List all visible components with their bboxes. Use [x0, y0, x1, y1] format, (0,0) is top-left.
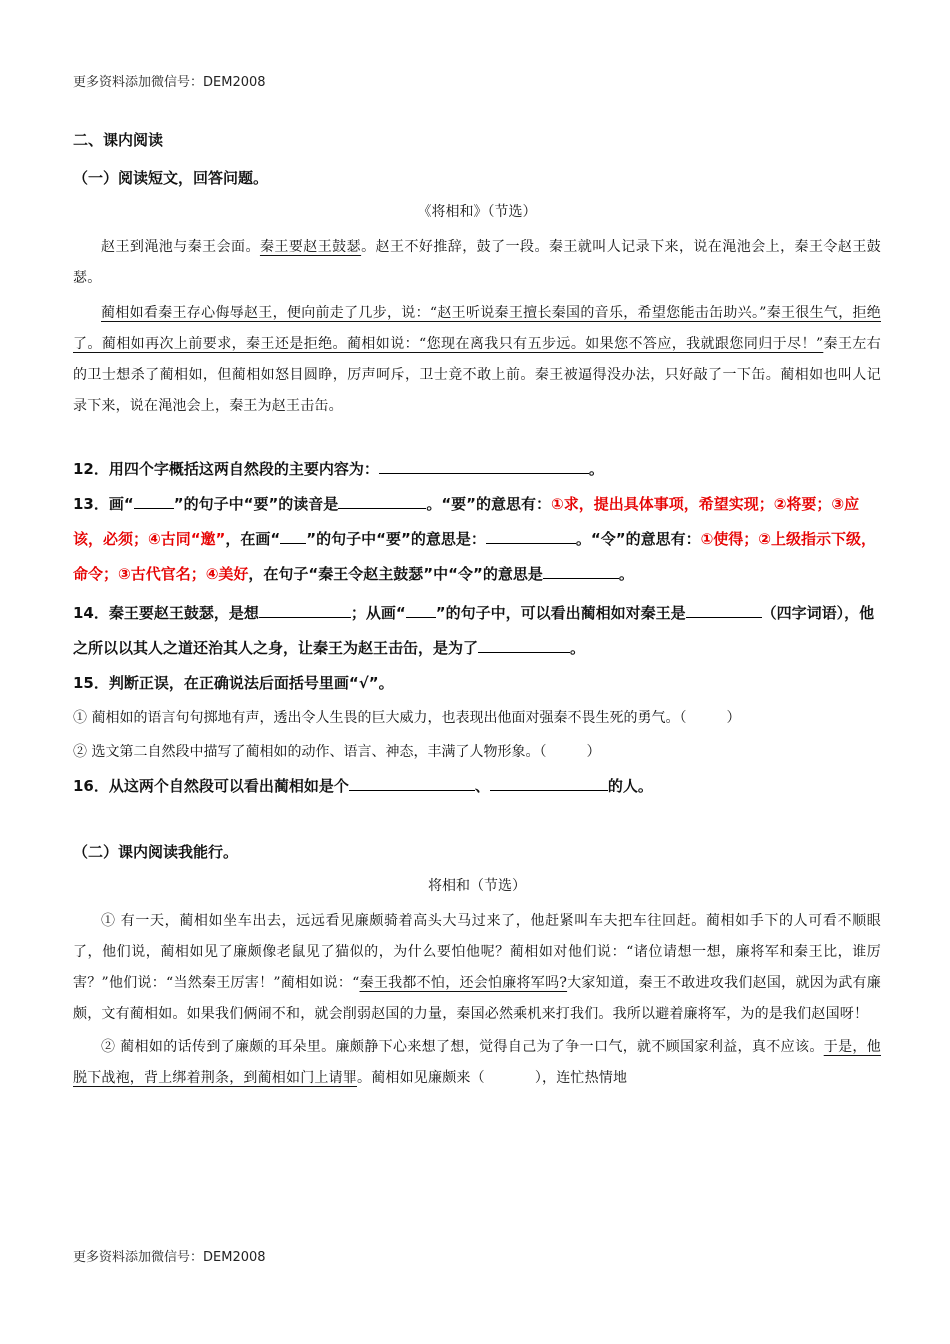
answer-blank[interactable]: [338, 494, 426, 509]
meanings-of-yao: ①求，提出具体事项，希望实现；②将要；③应该，必须；④古同“邀”: [73, 495, 860, 548]
section-heading: 二、课内阅读: [73, 131, 164, 149]
underlined-sentence-3: 秦王我都不怕，还会怕廉将军吗?: [359, 975, 568, 991]
underlined-sentence-4: 于是，他脱下战袍，背上绑着荆条，到蔺相如门上请罪: [73, 1039, 881, 1086]
passage2-title: 将相和（节选）: [428, 878, 526, 894]
answer-blank[interactable]: [686, 603, 762, 618]
part1-heading: （一）阅读短文，回答问题。: [73, 169, 269, 187]
passage1-paragraph-2: 蔺相如看秦王存心侮辱赵王，便向前走了几步，说：“赵王听说秦王擅长秦国的音乐，希望您能击缶助兴。”秦王很生气，拒绝了。蔺相如再次上前要求，秦王还是拒绝。蔺相如说：“您现在离我只有五步远。如果您不答应，我就跟您同归于尽！”秦王左右的卫士想杀了蔺相如，但蔺相如怒目圆睁，厉声呵斥，卫士竟不敢上前。秦王被逼得没办法，只好敲了一下缶。蔺相如也叫人记录下来，说在渑池会上，秦王为赵王击缶。: [73, 305, 881, 414]
passage2-paragraph-2: ② 蔺相如的话传到了廉颇的耳朵里。廉颇静下心来想了想，觉得自己为了争一口气，就不顾国家利益，真不应该。于是，他脱下战袍，背上绑着荆条，到蔺相如门上请罪。蔺相如见廉颇来（ ），连忙热情地: [73, 1039, 881, 1086]
page-footer: 更多资料添加微信号：DEM2008: [73, 1250, 266, 1265]
answer-blank[interactable]: [379, 459, 589, 474]
question-12: 12．用四个字概括这两自然段的主要内容为： 。: [73, 460, 604, 478]
question-14: 14．秦王要赵王鼓瑟，是想 ；从画“ ”的句子中，可以看出蔺相如对秦王是 （四字词语），他之所以以其人之道还治其人之身，让秦王为赵王击缶，是为了 。: [73, 604, 875, 657]
underlined-sentence-1: 秦王要赵王鼓瑟: [259, 239, 362, 255]
passage1-paragraph-1: 赵王到渑池与秦王会面。秦王要赵王鼓瑟。赵王不好推辞，鼓了一段。秦王就叫人记录下来，说在渑池会上，秦王令赵王鼓瑟。: [73, 239, 882, 286]
answer-blank[interactable]: [478, 638, 570, 653]
underlined-sentence-2: 蔺相如看秦王存心侮辱赵王，便向前走了几步，说：“赵王听说秦王擅长秦国的音乐，希望您能击缶助兴。”秦王很生气，拒绝了。蔺相如再次上前要求，秦王还是拒绝。蔺相如说：“您现在离我只有五步远。如果您不答应，我就跟您同归于尽！”: [73, 305, 881, 352]
answer-blank[interactable]: [349, 776, 475, 791]
meanings-of-ling: ①使得；②上级指示下级，命令；③古代官名；④美好: [73, 530, 876, 583]
page-header: 更多资料添加微信号：DEM2008: [73, 75, 266, 90]
passage1-title: 《将相和》（节选）: [417, 204, 537, 220]
answer-blank[interactable]: [259, 603, 351, 618]
question-15-option-1: ① 蔺相如的语言句句掷地有声，透出令人生畏的巨大威力，也表现出他面对强秦不畏生死的勇气。（ ）: [73, 710, 741, 726]
question-15-option-2: ② 选文第二自然段中描写了蔺相如的动作、语言、神态，丰满了人物形象。（ ）: [73, 744, 601, 760]
answer-blank[interactable]: [543, 564, 619, 579]
answer-blank[interactable]: [490, 776, 608, 791]
passage2-paragraph-1: ① 有一天，蔺相如坐车出去，远远看见廉颇骑着高头大马过来了，他赶紧叫车夫把车往回赶。蔺相如手下的人可看不顺眼了，他们说，蔺相如见了廉颇像老鼠见了猫似的，为什么要怕他呢？蔺相如对他们说：“诸位请想一想，廉将军和秦王比，谁厉害？”他们说：“当然秦王厉害！”蔺相如说：“秦王我都不怕，还会怕廉将军吗?大家知道，秦王不敢进攻我们赵国，就因为武有廉颇，文有蔺相如。如果我们俩闹不和，就会削弱赵国的力量，秦国必然乘机来打我们。我所以避着廉将军，为的是我们赵国呀！: [73, 913, 881, 1022]
question-15: 15．判断正误，在正确说法后面括号里画“√”。: [73, 674, 394, 692]
question-13: 13．画“ ”的句子中“要”的读音是 。“要”的意思有：①求，提出具体事项，希望实现；②将要；③应该，必须；④古同“邀”，在画“ ”的句子中“要”的意思是： 。“令”的意思有：①使得；②上级指示下级，命令；③古代官名；④美好，在句子“秦王令赵主鼓瑟”中“令”的意思是 。: [73, 495, 876, 583]
answer-blank[interactable]: [486, 529, 576, 544]
part2-heading: （二）课内阅读我能行。: [73, 843, 239, 861]
question-16: 16．从这两个自然段可以看出蔺相如是个 、 的人。: [73, 777, 653, 795]
page-content: [73, 130, 881, 1094]
